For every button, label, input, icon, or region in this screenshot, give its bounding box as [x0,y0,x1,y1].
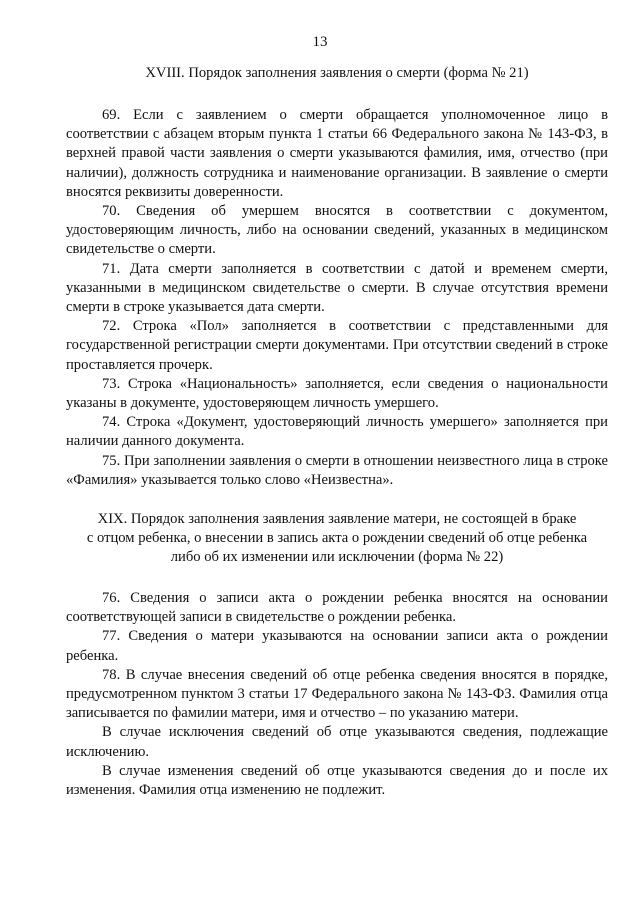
section-heading-line: с отцом ребенка, о внесении в запись акта о рождении сведений об отце ребенка [86,530,588,547]
section-body-xix [66,589,608,800]
paragraph-75: 75. При заполнении заявления о смерти в отношении неизвестного лица в строке «Фамилия» указывается только слово «Неизвестна». [66,452,608,488]
section-heading-xviii [66,64,608,83]
paragraph-78: 78. В случае внесения сведений об отце ребенка сведения вносятся в порядке, предусмотренном пунктом 3 статьи 17 Федерального закона № 143-ФЗ. Фамилия отца записывается по фамилии матери, имя и отчество – по указанию матери. [66,666,608,722]
section-heading-line: XIX. Порядок заполнения заявления заявление матери, не состоящей в браке [97,511,577,527]
paragraph-74: 74. Строка «Документ, удостоверяющий личность умершего» заполняется при наличии данного документа. [66,414,608,450]
paragraph-77: 77. Сведения о матери указываются на основании записи акта о рождении ребенка. [66,628,608,664]
paragraph-70: 70. Сведения об умершем вносятся в соответствии с документом, удостоверяющим личность, либо на основании сведений, указанных в медицинском свидетельстве о смерти. [66,203,608,258]
section-body-xviii [66,106,608,490]
paragraph-69: 69. Если с заявлением о смерти обращается уполномоченное лицо в соответствии с абзацем вторым пункта 1 статьи 66 Федерального закона № 143-ФЗ, в верхней правой части заявления о смерти указываются фамилия, имя, отчество (при наличии), должность сотрудника и наименование организации. В заявление о смерти вносятся реквизиты доверенности. [66,107,608,200]
section-heading-line: либо об их изменении или исключении (форма № 22) [170,549,504,566]
paragraph-78-change: В случае изменения сведений об отце указываются сведения до и после их изменения. Фамилия отца изменению не подлежит. [66,762,608,799]
page-number: 13 [312,34,328,50]
paragraph-78-exclusion: В случае исключения сведений об отце указываются сведения, подлежащие исключению. [66,724,608,760]
section-heading-line: XVIII. Порядок заполнения заявления о смерти (форма № 21) [145,65,529,81]
paragraph-71: 71. Дата смерти заполняется в соответствии с датой и временем смерти, указанными в медицинском свидетельстве о смерти. В случае отсутствия времени смерти в строке указывается дата смерти. [66,260,608,316]
paragraph-72: 72. Строка «Пол» заполняется в соответствии с представленными для государственной регистрации смерти документами. При отсутствии сведений в строке проставляется прочерк. [66,318,608,373]
section-heading-xix [66,510,608,568]
paragraph-76: 76. Сведения о записи акта о рождении ребенка вносятся на основании соответствующей записи в свидетельстве о рождении ребенка. [66,590,608,626]
paragraph-73: 73. Строка «Национальность» заполняется, если сведения о национальности указаны в документе, удостоверяющем личность умершего. [66,375,608,412]
